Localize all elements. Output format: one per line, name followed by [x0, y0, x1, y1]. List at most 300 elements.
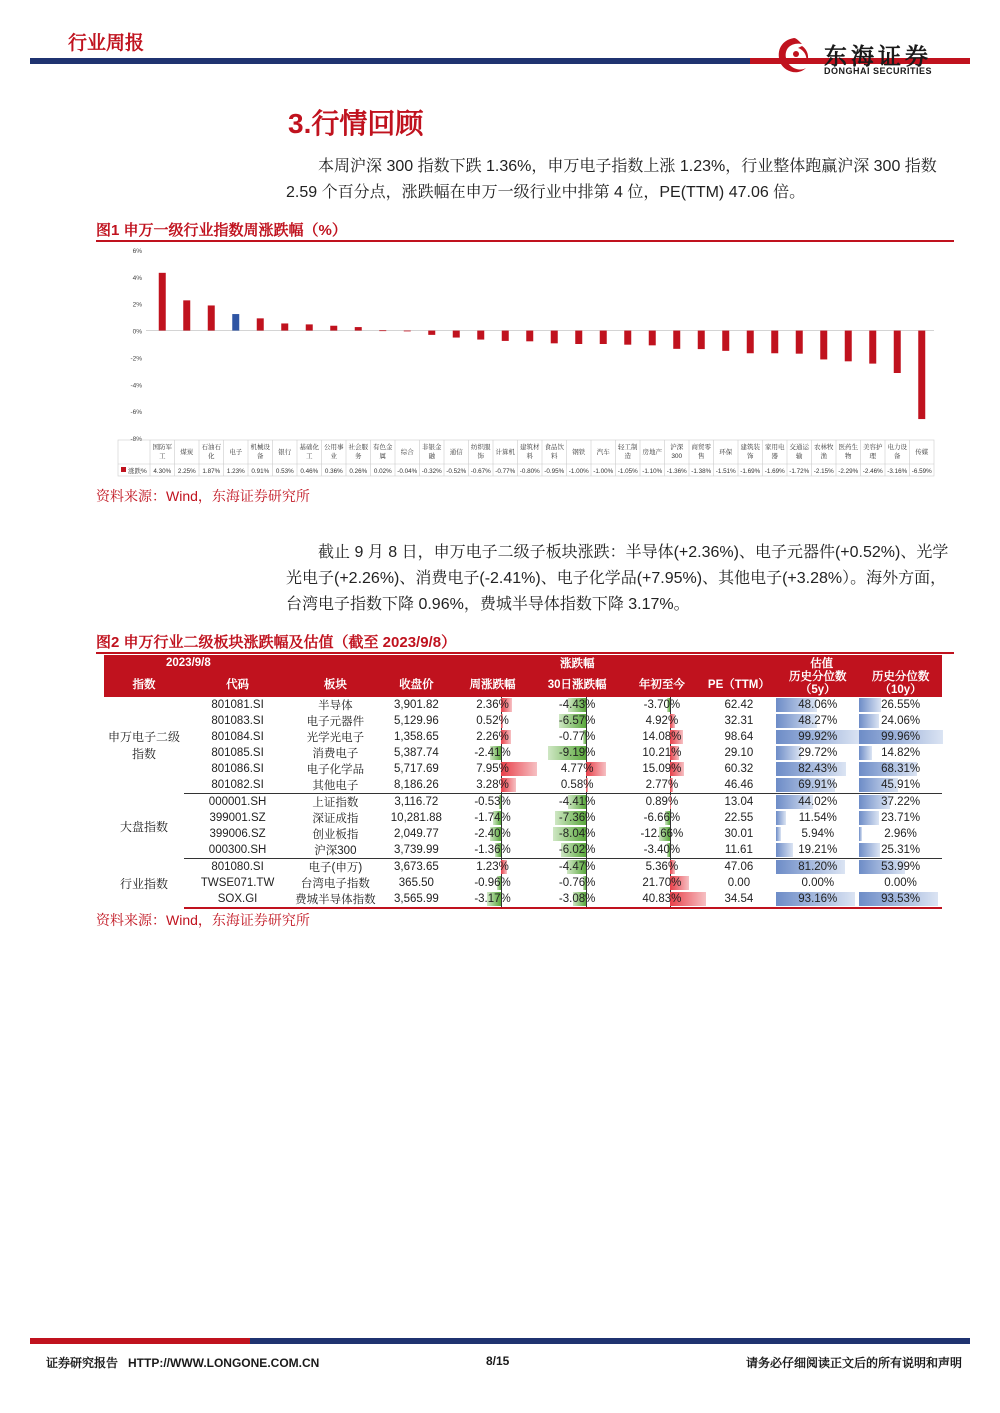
pe-ttm: 60.32 — [724, 763, 754, 775]
bar-银行 — [281, 323, 288, 330]
bar-传媒 — [918, 331, 925, 419]
y-tick-label: 2% — [132, 301, 142, 309]
category-label: 建筑材 — [520, 444, 540, 451]
figure2-source: 资料来源：Wind，东海证券研究所 — [96, 912, 310, 928]
value-ytd: 0.89% — [645, 796, 679, 808]
bar-建筑材料 — [526, 331, 533, 342]
value-ytd: 40.83% — [622, 891, 701, 908]
value-p10: 99.96% — [859, 729, 942, 745]
data-label: -1.00% — [593, 468, 614, 475]
category-label: 化 — [208, 453, 215, 460]
pe-ttm: 32.31 — [724, 715, 754, 727]
category-label: 器 — [771, 453, 778, 460]
category-label: 物 — [845, 453, 852, 460]
index-group-label: 大盘指数 — [120, 819, 169, 834]
figure1-title: 图1 申万一级行业指数周涨跌幅（%） — [96, 222, 347, 239]
index-code: 000001.SH — [208, 796, 267, 808]
bar-chart-svg — [114, 240, 936, 478]
value-d30: -7.36% — [532, 810, 622, 826]
value-ytd: 2.77% — [622, 777, 701, 794]
category-label: 沪深 — [670, 444, 684, 451]
column-header: 收盘价 — [380, 671, 454, 697]
footer-website: 证券研究报告 HTTP://WWW.LONGONE.COM.CN — [46, 1356, 320, 1370]
category-label: 电力设 — [887, 444, 907, 451]
column-header: 历史分位数 （10y） — [859, 671, 942, 697]
data-label: 4.30% — [153, 468, 172, 475]
data-label: 0.36% — [324, 468, 343, 475]
category-label: 综合 — [400, 449, 414, 456]
section-title: 3.行情回顾 — [288, 108, 424, 139]
value-p5: 99.92% — [776, 729, 859, 745]
data-label: 0.53% — [275, 468, 294, 475]
close-price: 3,565.99 — [380, 891, 454, 908]
data-label: -1.69% — [740, 468, 761, 475]
value-ytd: 5.36% — [645, 861, 679, 873]
category-label: 务 — [355, 453, 362, 460]
cell-databar — [859, 811, 879, 825]
data-label: -1.05% — [617, 468, 638, 475]
category-label: 汽车 — [596, 449, 610, 456]
category-label: 医药生 — [838, 444, 858, 451]
report-type-label: 行业周报 — [68, 33, 145, 54]
value-wk: -0.96% — [474, 877, 511, 889]
data-label: 0.46% — [300, 468, 319, 475]
figure2-rule — [96, 652, 954, 654]
value-d30: 4.77% — [532, 761, 622, 777]
bar-非银金融 — [428, 331, 435, 335]
value-wk: 2.26% — [453, 729, 532, 745]
pe-ttm: 11.61 — [701, 842, 776, 859]
category-label: 石油石 — [201, 444, 221, 451]
table-row — [104, 697, 942, 713]
table-row — [104, 891, 942, 908]
bar-综合 — [404, 331, 411, 332]
category-label: 售 — [698, 453, 705, 460]
close-price: 5,129.96 — [393, 715, 439, 727]
column-header: 代码 — [184, 671, 291, 697]
data-label: -1.00% — [568, 468, 589, 475]
figure1-source: 资料来源：Wind，东海证券研究所 — [96, 488, 310, 504]
column-header: 历史分位数 （5y） — [776, 671, 859, 697]
category-label: 电子 — [229, 449, 243, 456]
category-label: 房地产 — [642, 449, 662, 456]
category-label: 计算机 — [495, 449, 515, 456]
index-code: 801084.SI — [211, 731, 264, 743]
value-p5: 82.43% — [776, 761, 859, 777]
table-row — [104, 761, 942, 777]
value-p10: 23.71% — [859, 810, 942, 826]
value-wk: 3.28% — [453, 777, 532, 794]
category-label: 轻工制 — [618, 444, 638, 451]
bar-公用事业 — [330, 326, 337, 331]
value-p5: 19.21% — [776, 842, 859, 859]
industry-weekly-change-chart — [114, 240, 936, 478]
value-d30: -0.76% — [558, 877, 596, 889]
category-label: 农林牧 — [814, 444, 834, 451]
index-code: 399006.SZ — [209, 828, 266, 840]
sector-name: 光学光电子 — [306, 732, 365, 744]
company-logo — [772, 34, 972, 82]
sector-name: 电子(申万) — [308, 862, 363, 874]
category-label: 饰 — [747, 453, 754, 460]
data-label: -0.67% — [470, 468, 491, 475]
data-label: -0.95% — [544, 468, 565, 475]
category-label: 银行 — [278, 449, 292, 456]
category-label: 属 — [379, 453, 386, 460]
bar-轻工制造 — [624, 331, 631, 345]
category-label: 商贸零 — [691, 444, 711, 451]
value-wk: 2.36% — [453, 697, 532, 713]
category-label: 公用事 — [324, 444, 344, 451]
table-row — [104, 859, 942, 876]
page-number: 8/15 — [486, 1354, 510, 1368]
value-ytd: 4.92% — [645, 715, 679, 727]
cell-databar — [859, 698, 881, 712]
category-label: 社会服 — [348, 444, 368, 451]
legend-swatch — [121, 467, 126, 472]
bar-农林牧渔 — [820, 331, 827, 360]
data-label: 0.26% — [349, 468, 368, 475]
pe-ttm: 46.46 — [701, 777, 776, 794]
category-label: 工 — [159, 453, 166, 460]
category-label: 纺织服 — [471, 444, 491, 451]
bar-煤炭 — [183, 300, 190, 330]
close-price: 3,673.65 — [393, 861, 439, 873]
sector-name: 沪深300 — [291, 842, 380, 859]
value-p10: 53.99% — [859, 859, 942, 876]
bar-家用电器 — [771, 331, 778, 354]
close-price: 3,901.82 — [393, 699, 439, 711]
index-code: 801080.SI — [211, 861, 264, 873]
bar-电子 — [232, 314, 239, 331]
value-wk: 0.52% — [476, 715, 509, 727]
index-code: 801081.SI — [211, 699, 264, 711]
index-code: SOX.GI — [184, 891, 291, 908]
value-d30: -4.47% — [558, 861, 596, 873]
logo-english-name: DONGHAI SECURITIES — [824, 66, 933, 76]
category-label: 食品饮 — [544, 444, 564, 451]
value-ytd: 15.09% — [622, 761, 701, 777]
footer-rule — [30, 1338, 970, 1344]
category-label: 理 — [869, 453, 876, 460]
legend-label: 涨跌% — [128, 468, 147, 475]
pe-ttm: 98.64 — [724, 731, 754, 743]
category-label: 融 — [428, 453, 435, 460]
bar-环保 — [722, 331, 729, 351]
value-p5: 81.20% — [776, 859, 859, 876]
value-ytd: -6.66% — [643, 812, 681, 824]
cell-databar — [776, 811, 786, 825]
data-label: -1.51% — [715, 468, 736, 475]
table-row — [104, 826, 942, 842]
data-label: -2.46% — [862, 468, 883, 475]
table-row — [104, 777, 942, 794]
value-wk: -2.41% — [474, 747, 511, 759]
value-d30: -4.41% — [558, 796, 596, 808]
value-p10: 45.91% — [859, 777, 942, 794]
index-code: 000300.SH — [184, 842, 291, 859]
data-label: 1.23% — [226, 468, 245, 475]
figure2-title: 图2 申万行业二级板块涨跌幅及估值（截至 2023/9/8） — [96, 634, 457, 651]
value-p5: 29.72% — [776, 745, 859, 761]
data-label: -2.29% — [838, 468, 859, 475]
pe-ttm: 22.55 — [724, 812, 754, 824]
category-label: 煤炭 — [180, 449, 194, 456]
bar-沪深300 — [673, 331, 680, 349]
bar-商贸零售 — [698, 331, 705, 350]
index-code: 399001.SZ — [209, 812, 266, 824]
value-p10: 93.53% — [859, 891, 942, 908]
data-label: -0.80% — [519, 468, 540, 475]
bar-美容护理 — [869, 331, 876, 364]
category-label: 有色金 — [373, 444, 393, 451]
pe-ttm: 29.10 — [724, 747, 754, 759]
table-group-change-header: 涨跌幅 — [453, 655, 701, 671]
value-d30: -4.43% — [558, 699, 596, 711]
value-ytd: -3.70% — [643, 699, 681, 711]
pe-ttm: 30.01 — [724, 828, 754, 840]
value-p10: 25.31% — [859, 842, 942, 859]
table-row — [104, 745, 942, 761]
close-price: 1,358.65 — [393, 731, 439, 743]
value-ytd: -12.66% — [640, 828, 684, 840]
category-label: 环保 — [719, 449, 733, 456]
value-wk: 1.23% — [476, 861, 509, 873]
sector-name: 深证成指 — [312, 813, 359, 825]
y-tick-label: 0% — [132, 328, 142, 336]
value-p5: 0.00% — [801, 877, 835, 889]
pe-ttm: 62.42 — [724, 699, 754, 711]
bar-汽车 — [600, 331, 607, 344]
pe-ttm: 47.06 — [724, 861, 754, 873]
category-label: 备 — [894, 453, 901, 460]
market-review-paragraph: 本周沪深 300 指数下跌 1.36%，申万电子指数上涨 1.23%，行业整体跑赢沪深 300 指数 2.59 个百分点，涨跌幅在申万一级行业中排第 4 位，PE(TTM) 47.06 倍。 — [286, 158, 937, 201]
data-label: -1.10% — [642, 468, 663, 475]
bar-房地产 — [649, 331, 656, 346]
sector-name: 电子元器件 — [306, 716, 365, 728]
value-p10: 2.96% — [859, 826, 942, 842]
value-d30: -0.77% — [558, 731, 596, 743]
close-price: 365.50 — [398, 877, 434, 889]
bar-交通运输 — [796, 331, 803, 354]
column-header: 年初至今 — [622, 671, 701, 697]
sector-valuation-table — [104, 655, 942, 909]
bar-纺织服饰 — [477, 331, 484, 340]
column-header: 指数 — [104, 671, 184, 697]
cell-databar — [859, 714, 879, 728]
data-label: -1.72% — [789, 468, 810, 475]
data-label: -1.69% — [764, 468, 785, 475]
close-price: 5,387.74 — [393, 747, 439, 759]
data-label: -0.32% — [421, 468, 442, 475]
bar-计算机 — [502, 331, 509, 341]
close-price: 2,049.77 — [393, 828, 439, 840]
cell-databar — [859, 746, 871, 760]
table-row — [104, 794, 942, 811]
data-label: -6.59% — [911, 468, 932, 475]
logo-chinese-name: 东海证券 — [824, 43, 932, 69]
index-code: 801086.SI — [211, 763, 264, 775]
value-d30: -6.57% — [558, 715, 596, 727]
table-group-valuation-header: 估值 — [701, 655, 942, 671]
category-label: 交通运 — [789, 444, 809, 451]
category-label: 机械设 — [250, 444, 270, 451]
category-label: 料 — [526, 453, 533, 460]
cell-databar — [859, 827, 861, 841]
bar-钢铁 — [575, 331, 582, 344]
bar-医药生物 — [845, 331, 852, 362]
value-p5: 11.54% — [776, 810, 859, 826]
category-label: 业 — [330, 453, 337, 460]
cell-databar — [776, 827, 781, 841]
category-label: 300 — [671, 453, 683, 460]
category-label: 输 — [796, 453, 803, 460]
bar-基础化工 — [306, 324, 313, 330]
table-date-header: 2023/9/8 — [104, 655, 453, 671]
sector-name: 费城半导体指数 — [291, 891, 380, 908]
y-tick-label: 4% — [132, 274, 142, 282]
index-code: TWSE071.TW — [200, 877, 275, 889]
sub-sector-paragraph: 截止 9 月 8 日，申万电子二级子板块涨跌：半导体(+2.36%)、电子元器件(+0.52%)、光学光电子(+2.26%)、消费电子(-2.41%)、电子化学品(+7.95%)、其他电子(+3.28%）。海外方面，台湾电子指数下降 0.96%，费城半导体指数下降 3.17%。 — [286, 544, 949, 613]
value-p5: 48.06% — [776, 697, 859, 713]
sector-name: 上证指数 — [312, 797, 359, 809]
value-d30: 0.58% — [532, 777, 622, 794]
data-label: -2.15% — [813, 468, 834, 475]
table-row — [104, 875, 942, 891]
bar-国防军工 — [159, 273, 166, 331]
footer-disclaimer: 请务必仔细阅读正文后的所有说明和声明 — [745, 1356, 962, 1370]
y-tick-label: -2% — [130, 355, 142, 363]
value-wk: -0.53% — [474, 796, 511, 808]
y-tick-label: -4% — [130, 382, 142, 390]
sector-name: 半导体 — [318, 700, 353, 712]
index-group-label: 行业指数 — [120, 876, 169, 891]
data-label: -3.16% — [887, 468, 908, 475]
close-price: 3,116.72 — [394, 796, 439, 808]
data-label: -1.38% — [691, 468, 712, 475]
bar-机械设备 — [257, 318, 264, 330]
cell-databar — [776, 843, 792, 857]
data-label: 1.87% — [202, 468, 221, 475]
value-p5: 44.02% — [776, 794, 859, 811]
data-label: 2.25% — [177, 468, 196, 475]
value-p10: 24.06% — [859, 713, 942, 729]
data-label: -0.77% — [495, 468, 516, 475]
value-p5: 93.16% — [776, 891, 859, 908]
bar-电力设备 — [894, 331, 901, 373]
value-d30: -3.08% — [532, 891, 622, 908]
category-label: 通信 — [449, 449, 463, 456]
close-price: 5,717.69 — [393, 763, 439, 775]
category-label: 料 — [551, 453, 558, 460]
table-row — [104, 842, 942, 859]
category-label: 建筑装 — [740, 444, 760, 451]
pe-ttm: 0.00 — [727, 877, 751, 889]
value-d30: -9.19% — [532, 745, 622, 761]
sector-name: 消费电子 — [312, 748, 359, 760]
value-wk: -1.74% — [474, 812, 511, 824]
category-label: 美容护 — [863, 444, 883, 451]
data-label: -1.36% — [666, 468, 687, 475]
bar-食品饮料 — [551, 331, 558, 344]
y-tick-label: 6% — [132, 248, 142, 255]
value-p5: 5.94% — [776, 826, 859, 842]
column-header: PE（TTM） — [701, 671, 776, 697]
category-label: 钢铁 — [572, 449, 586, 456]
value-p10: 37.22% — [859, 794, 942, 811]
value-ytd: 21.70% — [622, 875, 701, 891]
value-p10: 68.31% — [859, 761, 942, 777]
value-wk: -2.40% — [474, 828, 511, 840]
value-d30: -6.02% — [532, 842, 622, 859]
category-label: 饰 — [477, 453, 484, 460]
bar-石油石化 — [208, 305, 215, 330]
bar-有色金属 — [379, 330, 386, 331]
value-ytd: 10.21% — [642, 747, 682, 759]
value-p10: 14.82% — [859, 745, 942, 761]
sector-name: 台湾电子指数 — [300, 878, 370, 890]
category-label: 传媒 — [915, 449, 929, 456]
data-label: -0.52% — [446, 468, 467, 475]
category-label: 国防军 — [152, 444, 172, 451]
table-row — [104, 729, 942, 745]
value-p5: 69.91% — [776, 777, 859, 794]
column-header: 板块 — [291, 671, 380, 697]
bar-通信 — [453, 331, 460, 338]
category-label: 非银金 — [422, 444, 442, 451]
data-label: 0.02% — [373, 468, 392, 475]
value-p5: 48.27% — [776, 713, 859, 729]
category-label: 造 — [624, 453, 631, 460]
index-code: 801083.SI — [211, 715, 264, 727]
value-wk: -1.36% — [453, 842, 532, 859]
table-row — [104, 810, 942, 826]
value-p10: 0.00% — [884, 877, 917, 889]
index-code: 801082.SI — [184, 777, 291, 794]
close-price: 3,739.99 — [380, 842, 454, 859]
close-price: 10,281.88 — [390, 812, 442, 824]
cell-databar — [859, 843, 880, 857]
category-label: 基础化 — [299, 444, 319, 451]
bar-建筑装饰 — [747, 331, 754, 354]
category-label: 工 — [306, 453, 313, 460]
category-label: 备 — [257, 453, 264, 460]
value-wk: -3.17% — [453, 891, 532, 908]
table-row — [104, 713, 942, 729]
data-label: -0.04% — [397, 468, 418, 475]
dragon-logo-icon — [772, 34, 816, 78]
data-label: 0.91% — [251, 468, 270, 475]
pe-ttm: 13.04 — [724, 796, 754, 808]
sector-name: 其他电子 — [291, 777, 380, 794]
category-label: 家用电 — [765, 444, 785, 451]
value-p10: 26.55% — [859, 697, 942, 713]
y-tick-label: -6% — [130, 409, 142, 417]
index-code: 801085.SI — [211, 747, 264, 759]
pe-ttm: 34.54 — [701, 891, 776, 908]
bar-社会服务 — [355, 327, 362, 330]
y-tick-label: -8% — [130, 436, 142, 443]
close-price: 8,186.26 — [380, 777, 454, 794]
category-label: 渔 — [820, 453, 827, 460]
column-header: 30日涨跌幅 — [532, 671, 622, 697]
column-header: 周涨跌幅 — [453, 671, 532, 697]
value-wk: 7.95% — [453, 761, 532, 777]
value-d30: -8.04% — [532, 826, 622, 842]
value-ytd: -3.40% — [622, 842, 701, 859]
sector-name: 创业板指 — [312, 829, 359, 841]
value-ytd: 14.08% — [642, 731, 682, 743]
